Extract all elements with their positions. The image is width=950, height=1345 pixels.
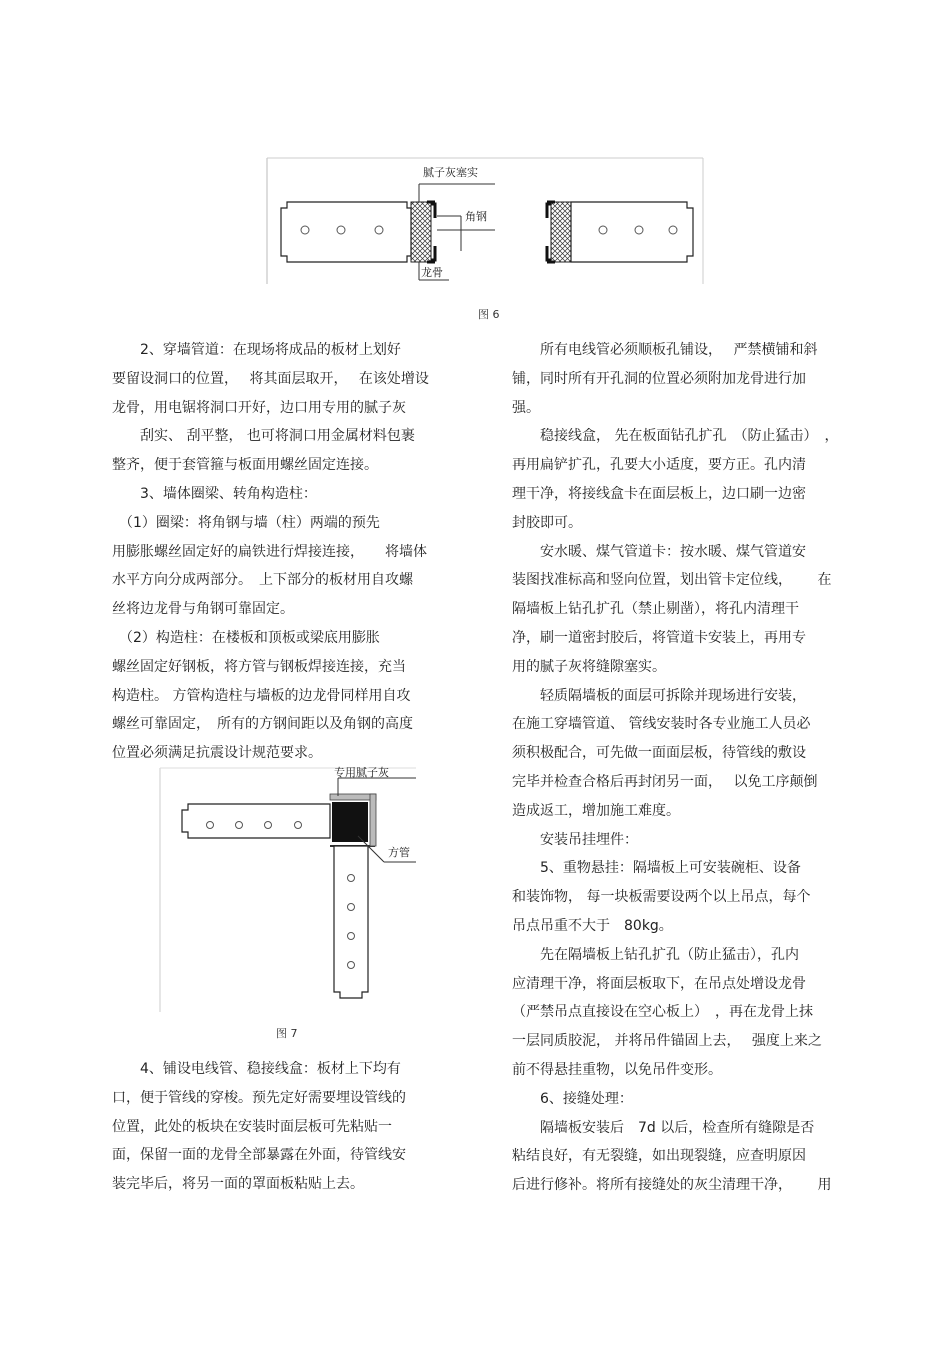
paragraph-line: 位置，此处的板块在安装时面层板可先粘贴一: [112, 1118, 392, 1135]
paragraph-line: 强。: [512, 399, 540, 416]
paragraph-line: 面，保留一面的龙骨全部暴露在外面，待管线安: [112, 1147, 406, 1164]
paragraph-line: 位置必须满足抗震设计规范要求。: [112, 745, 322, 762]
paragraph-line: 用膨胀螺丝固定好的扁铁进行焊接连接， 将墙体: [112, 543, 427, 560]
figure-7-diagram: [158, 766, 418, 1016]
paragraph-line: 螺丝固定好钢板，将方管与钢板焊接连接，充当: [112, 658, 406, 675]
paragraph-line: 理干净，将接线盒卡在面层板上，边口刷一边密: [512, 485, 806, 502]
paragraph-line: 再用扁铲扩孔，孔要大小适度，要方正。孔内清: [512, 457, 806, 474]
right-column: [512, 336, 872, 1200]
figure-6-label-angle: 角钢: [465, 210, 487, 223]
paragraph-line: 稳接线盒， 先在板面钻孔扩孔 （防止猛击） ，: [512, 428, 839, 445]
paragraph-line: 后进行修补。将所有接缝处的灰尘清理干净， 用: [512, 1177, 832, 1194]
paragraph-line: （2）构造柱：在楼板和顶板或梁底用膨胀: [112, 629, 380, 646]
paragraph-line: 要留设洞口的位置， 将其面层取开， 在该处增设: [112, 370, 429, 387]
paragraph-line: 轻质隔墙板的面层可拆除并现场进行安装，: [512, 687, 806, 704]
paragraph-line: 前不得悬挂重物，以免吊件变形。: [512, 1061, 722, 1078]
figure-7-caption: 图 7: [276, 1027, 298, 1040]
paragraph-line: 丝将边龙骨与角钢可靠固定。: [112, 601, 294, 618]
paragraph-line: 封胶即可。: [512, 514, 582, 531]
left-column-top: [112, 336, 462, 768]
paragraph-line: 刮实、 刮平整， 也可将洞口用金属材料包裹: [112, 428, 415, 445]
paragraph-line: 装完毕后，将另一面的罩面板粘贴上去。: [112, 1176, 364, 1193]
figure-7-label-putty: 专用腻子灰: [334, 766, 389, 779]
paragraph-line: 螺丝可靠固定， 所有的方钢间距以及角钢的高度: [112, 716, 413, 733]
paragraph-line: 安水暖、煤气管道卡：按水暖、煤气管道安: [512, 543, 806, 560]
paragraph-line: 一层同质胶泥， 并将吊件锚固上去， 强度上来之: [512, 1033, 822, 1050]
paragraph-line: 3、墙体圈梁、转角构造柱：: [112, 485, 317, 502]
paragraph-line: 吊点吊重不大于 80kg。: [512, 917, 673, 934]
figure-6-label-putty: 腻子灰塞实: [423, 166, 478, 179]
paragraph-line: 隔墙板安装后 7d 以后，检查所有缝隙是否: [512, 1119, 815, 1136]
paragraph-line: 5、重物悬挂：隔墙板上可安装碗柜、设备: [512, 860, 801, 877]
paragraph-line: 整齐，便于套管箍与板面用螺丝固定连接。: [112, 457, 378, 474]
paragraph-line: 先在隔墙板上钻孔扩孔（防止猛击），孔内: [512, 946, 799, 963]
paragraph-line: （1）圈梁：将角钢与墙（柱）两端的预先: [112, 514, 380, 531]
paragraph-line: 隔墙板上钻孔扩孔（禁止剔凿），将孔内清理干: [512, 601, 799, 618]
paragraph-line: 粘结良好，有无裂缝，如出现裂缝，应查明原因: [512, 1148, 806, 1165]
paragraph-line: 2、穿墙管道：在现场将成品的板材上划好: [112, 342, 401, 358]
paragraph-line: 6、接缝处理：: [512, 1090, 633, 1107]
paragraph-line: 所有电线管必须顺板孔铺设， 严禁横铺和斜: [512, 342, 818, 358]
paragraph-line: 造成返工，增加施工难度。: [512, 802, 680, 819]
paragraph-line: 水平方向分成两部分。 上下部分的板材用自攻螺: [112, 572, 413, 589]
left-column-bottom: [112, 1055, 462, 1199]
paragraph-line: 铺，同时所有开孔洞的位置必须附加龙骨进行加: [512, 370, 806, 387]
figure-6-label-keel: 龙骨: [421, 266, 443, 279]
paragraph-line: 4、铺设电线管、稳接线盒：板材上下均有: [112, 1061, 401, 1077]
paragraph-line: 完毕并检查合格后再封闭另一面， 以免工序颠倒: [512, 773, 818, 790]
paragraph-line: 口，便于管线的穿梭。预先定好需要埋设管线的: [112, 1089, 406, 1106]
paragraph-line: 应清理干净，将面层板取下，在吊点处增设龙骨: [512, 975, 806, 992]
figure-7-label-tube: 方管: [388, 846, 410, 859]
paragraph-line: 龙骨，用电锯将洞口开好，边口用专用的腻子灰: [112, 399, 406, 416]
figure-6-diagram: [265, 156, 705, 288]
paragraph-line: 和装饰物， 每一块板需要设两个以上吊点，每个: [512, 889, 811, 906]
figure-6-caption: 图 6: [478, 308, 500, 321]
paragraph-line: 须积极配合，可先做一面面层板，待管线的敷设: [512, 745, 806, 762]
paragraph-line: 净，刷一道密封胶后，将管道卡安装上，再用专: [512, 629, 806, 646]
paragraph-line: 在施工穿墙管道、 管线安装时各专业施工人员必: [512, 716, 811, 733]
paragraph-line: （严禁吊点直接设在空心板上） ，再在龙骨上抹: [512, 1004, 813, 1021]
paragraph-line: 构造柱。 方管构造柱与墙板的边龙骨同样用自攻: [112, 687, 411, 704]
paragraph-line: 安装吊挂埋件：: [512, 831, 638, 848]
paragraph-line: 用的腻子灰将缝隙塞实。: [512, 658, 666, 675]
paragraph-line: 装图找准标高和竖向位置，划出管卡定位线， 在: [512, 572, 832, 589]
